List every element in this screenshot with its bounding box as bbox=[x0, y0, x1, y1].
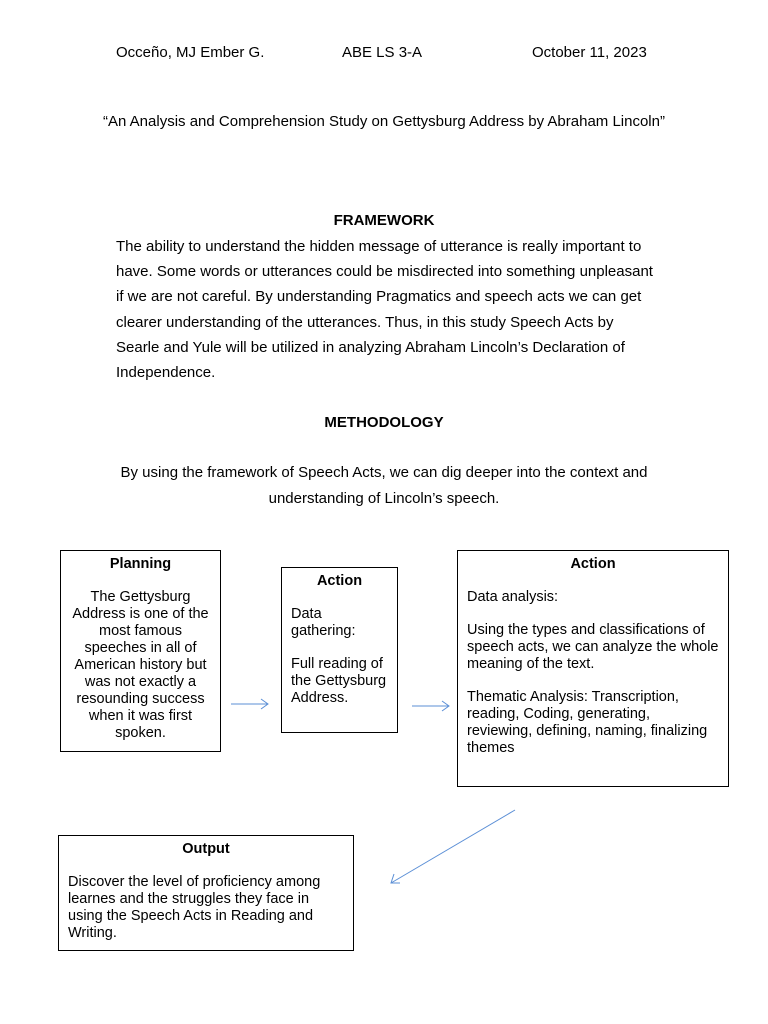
action-gathering-detail: Full reading of the Gettysburg Address. bbox=[291, 656, 387, 706]
document-date: October 11, 2023 bbox=[532, 44, 647, 61]
section-code: ABE LS 3-A bbox=[342, 44, 423, 61]
action-gathering-step: Data gathering: bbox=[291, 606, 356, 639]
thematic-analysis: Thematic Analysis: Transcription, reading, Coding, generating, reviewing, defining, naming, finalizing themes bbox=[467, 689, 708, 756]
framework-body: The ability to understand the hidden message of utterance is really important to have. Some words or utterances could be misdirected into something unpleasant if we are not careful. By understanding Pragmatics and speech acts we can get clearer understanding of the utterances. Thus, in this study Speech Acts by Searle and Yule will be utilized in analyzing Abraham Lincoln’s Declaration of Independence. bbox=[116, 238, 653, 382]
action-analysis-title: Action bbox=[570, 556, 616, 572]
action-gathering-title: Action bbox=[316, 573, 363, 589]
output-body: Discover the level of proficiency among learnes and the struggles they face in using the Speech Acts in Reading and Writing. bbox=[68, 874, 321, 941]
arrow-analysis-to-output bbox=[391, 810, 515, 883]
action-analysis-step: Data analysis: bbox=[467, 589, 559, 605]
planning-title: Planning bbox=[109, 556, 172, 572]
methodology-body: By using the framework of Speech Acts, we can dig deeper into the context and understanding of Lincoln’s speech. bbox=[120, 464, 648, 507]
framework-heading: FRAMEWORK bbox=[333, 212, 435, 229]
action-analysis-detail: Using the types and classifications of speech acts, we can analyze the whole meaning of the text. bbox=[467, 622, 719, 672]
document-title: “An Analysis and Comprehension Study on Gettysburg Address by Abraham Lincoln” bbox=[103, 113, 665, 130]
planning-body: The Gettysburg Address is one of the most famous speeches in all of American history but was not exactly a resounding success when it was first spoken. bbox=[72, 589, 209, 741]
methodology-heading: METHODOLOGY bbox=[324, 414, 444, 431]
author-name: Occeño, MJ Ember G. bbox=[116, 44, 265, 61]
arrow-planning-to-gathering bbox=[231, 699, 268, 709]
arrow-gathering-to-analysis bbox=[412, 701, 449, 711]
output-title: Output bbox=[182, 841, 230, 857]
